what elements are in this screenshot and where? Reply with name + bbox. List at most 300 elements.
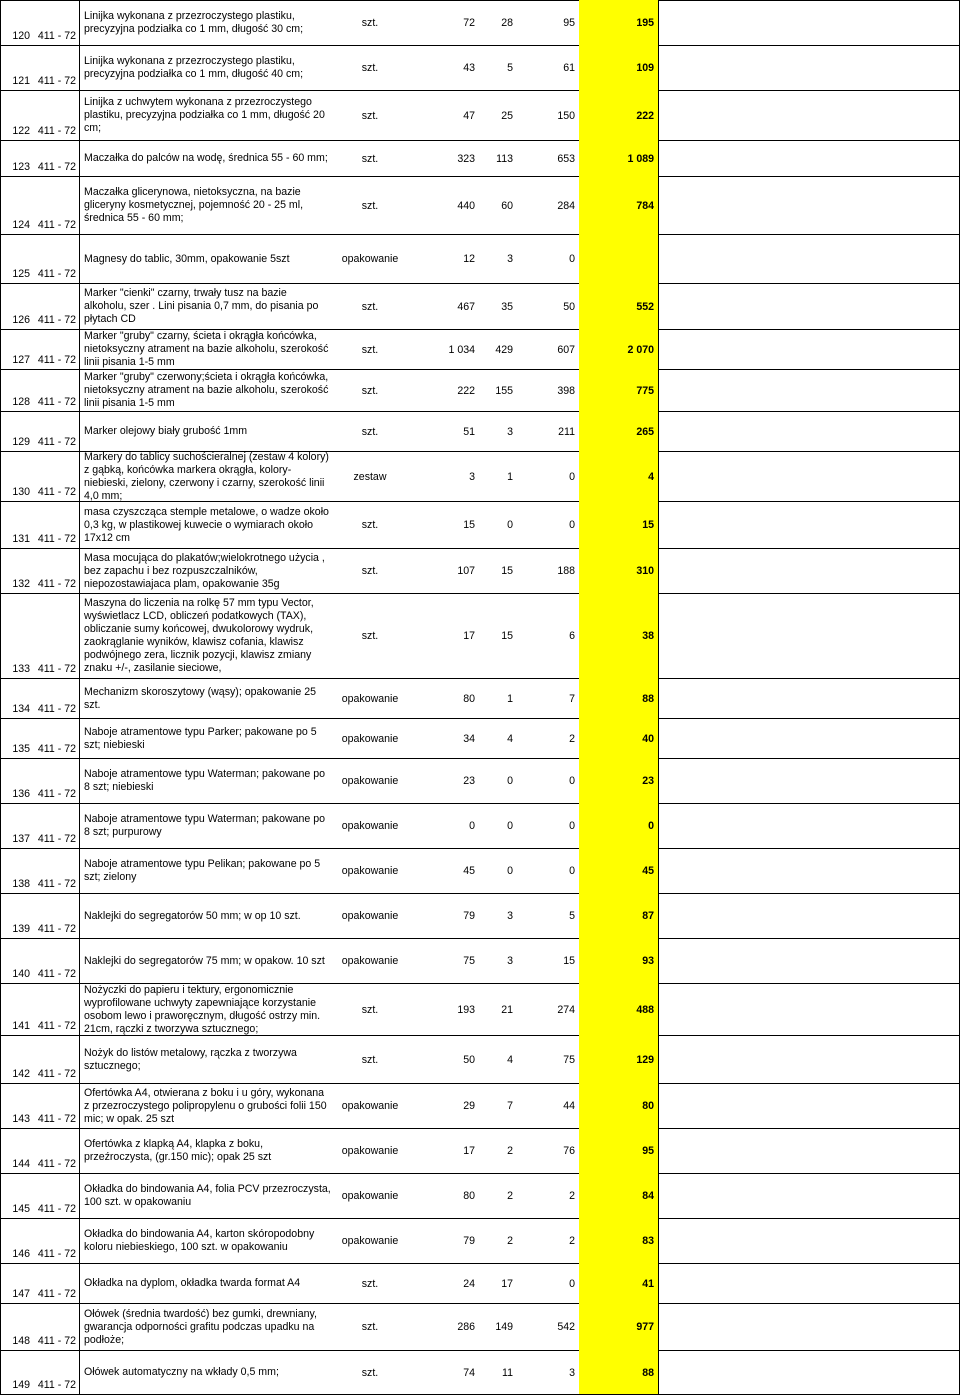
table-row (0, 1303, 960, 1350)
item-code (34, 679, 78, 718)
table-row (0, 678, 960, 718)
quantity-1 (410, 1174, 479, 1218)
item-description-text: Okładka do bindowania A4, folia PCV przezroczysta, 100 szt. w opakowaniu (84, 1183, 331, 1208)
item-description (84, 235, 332, 283)
total-quantity-text: 38 (642, 630, 654, 642)
item-description-text: Nożyczki do papieru i tektury, ergonomicznie wyprofilowane uchwyty zapewniające korzystanie osobom lewo i praworęcznym, długość ostrzy min. 21cm, rączki z tworzywa sztucznego; (84, 983, 321, 1035)
total-quantity-text: 41 (642, 1277, 654, 1290)
quantity-2-text: 3 (507, 425, 513, 438)
quantity-1 (410, 804, 479, 848)
row-number (0, 502, 34, 548)
quantity-2-text: 3 (507, 253, 513, 265)
total-quantity-text: 2 070 (627, 343, 654, 356)
row-number-text: 129 (12, 436, 30, 448)
quantity-1 (410, 412, 479, 451)
total-quantity-text: 784 (636, 199, 654, 212)
total-quantity (579, 719, 658, 758)
quantity-1-text: 17 (463, 630, 475, 642)
item-description (84, 177, 332, 234)
total-quantity-text: 552 (636, 300, 654, 313)
total-quantity (579, 46, 658, 90)
item-code (34, 849, 78, 893)
row-number-text: 145 (12, 1203, 30, 1215)
quantity-2 (479, 719, 517, 758)
quantity-2-text: 2 (507, 1190, 513, 1202)
table-row (0, 501, 960, 548)
total-quantity-text: 265 (636, 425, 654, 438)
total-quantity (579, 849, 658, 893)
row-number (0, 1036, 34, 1083)
unit-of-measure (330, 804, 410, 848)
row-number-text: 124 (12, 219, 30, 231)
row-number (0, 370, 34, 411)
item-code (34, 46, 78, 90)
unit-of-measure-text: opakowanie (341, 732, 399, 745)
item-description-text: Ofertówka z klapką A4, klapka z boku, przeźroczysta, (gr.150 mic); opak 25 szt (84, 1138, 272, 1163)
unit-of-measure-text: szt. (361, 343, 379, 356)
item-code-text: 411 - 72 (37, 743, 76, 755)
quantity-3 (517, 1129, 579, 1173)
quantity-2-text: 25 (501, 109, 513, 122)
quantity-2 (479, 1174, 517, 1218)
row-number (0, 177, 34, 234)
quantity-2-text: 1 (507, 692, 513, 705)
item-code-text: 411 - 72 (37, 125, 76, 137)
table-row (0, 803, 960, 848)
row-number-text: 139 (12, 923, 30, 935)
quantity-3 (517, 177, 579, 234)
row-number (0, 452, 34, 501)
item-description-text: Linijka z uchwytem wykonana z przezroczystego plastiku, precyzyjna podziałka co 1 mm, długość 20 cm; (84, 96, 325, 134)
row-number (0, 1, 34, 45)
table-row (0, 1218, 960, 1263)
item-code-text: 411 - 72 (37, 923, 76, 935)
unit-of-measure-text: szt. (361, 1366, 379, 1379)
quantity-1 (410, 370, 479, 411)
quantity-3 (517, 894, 579, 938)
item-code-text: 411 - 72 (37, 878, 76, 890)
item-code (34, 1, 78, 45)
quantity-2 (479, 549, 517, 593)
unit-of-measure (330, 1351, 410, 1394)
quantity-1 (410, 549, 479, 593)
quantity-2-text: 17 (501, 1277, 513, 1290)
item-code (34, 1129, 78, 1173)
quantity-3-text: 61 (563, 62, 575, 74)
quantity-1-text: 467 (457, 300, 475, 313)
total-quantity-text: 222 (636, 109, 654, 122)
unit-of-measure-text: opakowanie (341, 955, 399, 967)
quantity-1 (410, 849, 479, 893)
row-number-text: 141 (12, 1020, 30, 1032)
unit-of-measure (330, 502, 410, 548)
item-code (34, 1036, 78, 1083)
quantity-2 (479, 1351, 517, 1394)
row-number (0, 759, 34, 803)
item-code (34, 594, 78, 678)
item-description (84, 370, 332, 411)
table-row (0, 548, 960, 593)
quantity-1 (410, 1219, 479, 1263)
unit-of-measure (330, 984, 410, 1035)
item-description-text: Marker "cienki" czarny, trwały tusz na bazie alkoholu, szer . Lini pisania 0,7 mm, do pisania po płytach CD (84, 287, 319, 325)
row-number-text: 131 (12, 533, 30, 545)
row-number (0, 1084, 34, 1128)
unit-of-measure-text: szt. (361, 109, 379, 122)
quantity-2 (479, 894, 517, 938)
table-row (0, 176, 960, 234)
row-number-text: 121 (12, 75, 30, 87)
item-description-text: Ołówek automatyczny na wkłady 0,5 mm; (84, 1366, 279, 1378)
item-description (84, 549, 332, 593)
item-description (84, 719, 332, 758)
quantity-3-text: 2 (569, 1190, 575, 1202)
unit-of-measure-text: szt. (361, 152, 379, 165)
item-code-text: 411 - 72 (37, 968, 76, 980)
quantity-3 (517, 549, 579, 593)
item-code (34, 235, 78, 283)
quantity-3 (517, 412, 579, 451)
item-description (84, 91, 332, 140)
quantity-2-text: 5 (507, 62, 513, 74)
unit-of-measure (330, 91, 410, 140)
total-quantity (579, 1084, 658, 1128)
row-number (0, 91, 34, 140)
quantity-3-text: 0 (569, 470, 575, 483)
quantity-1-text: 51 (463, 425, 475, 438)
total-quantity-text: 109 (636, 62, 654, 74)
quantity-2-text: 35 (501, 300, 513, 313)
item-description (84, 330, 332, 369)
quantity-3-text: 274 (557, 1003, 575, 1016)
table-row (0, 1083, 960, 1128)
item-description (84, 1, 332, 45)
row-number-text: 125 (12, 268, 30, 280)
total-quantity (579, 1036, 658, 1083)
item-description-text: Okładka do bindowania A4, karton skóropodobny koloru niebieskiego, 100 szt. w opakowaniu (84, 1228, 315, 1253)
item-code-text: 411 - 72 (37, 1379, 76, 1391)
quantity-3 (517, 330, 579, 369)
quantity-1 (410, 894, 479, 938)
quantity-2-text: 60 (501, 199, 513, 212)
table-row (0, 893, 960, 938)
item-code-text: 411 - 72 (37, 268, 76, 280)
item-description-text: masa czyszcząca stemple metalowe, o wadze około 0,3 kg, w plastikowej kuwecie o wymiarach około 17x12 cm (84, 505, 329, 544)
total-quantity (579, 894, 658, 938)
quantity-1-text: 323 (457, 152, 475, 165)
item-code-text: 411 - 72 (37, 486, 76, 498)
item-description (84, 594, 332, 678)
item-code (34, 984, 78, 1035)
quantity-2-text: 429 (495, 343, 513, 356)
unit-of-measure-text: szt. (361, 425, 379, 438)
quantity-3 (517, 1084, 579, 1128)
item-code (34, 549, 78, 593)
quantity-3 (517, 370, 579, 411)
unit-of-measure-text: szt. (361, 62, 379, 74)
quantity-1-text: 50 (463, 1053, 475, 1066)
unit-of-measure-text: szt. (361, 300, 379, 313)
quantity-3-text: 284 (557, 199, 575, 212)
quantity-1 (410, 452, 479, 501)
item-description (84, 1264, 332, 1303)
quantity-1-text: 17 (463, 1145, 475, 1157)
row-number (0, 46, 34, 90)
item-description-text: Maczałka do palców na wodę, średnica 55 - 60 mm; (84, 152, 328, 164)
item-code (34, 284, 78, 329)
table-row (0, 451, 960, 501)
quantity-3 (517, 679, 579, 718)
quantity-2 (479, 1036, 517, 1083)
quantity-2 (479, 759, 517, 803)
table-row (0, 1035, 960, 1083)
unit-of-measure-text: szt. (361, 519, 379, 531)
total-quantity (579, 141, 658, 176)
quantity-2-text: 1 (507, 470, 513, 483)
item-description (84, 984, 332, 1035)
quantity-1-text: 80 (463, 692, 475, 705)
row-number-text: 126 (12, 314, 30, 326)
row-number-text: 133 (12, 663, 30, 675)
item-code-text: 411 - 72 (37, 1335, 76, 1347)
quantity-2 (479, 235, 517, 283)
item-code-text: 411 - 72 (37, 161, 76, 173)
table-row (0, 329, 960, 369)
unit-of-measure (330, 1084, 410, 1128)
total-quantity (579, 939, 658, 983)
table-row (0, 1128, 960, 1173)
quantity-1-text: 0 (469, 820, 475, 832)
quantity-1-text: 75 (463, 955, 475, 967)
quantity-2 (479, 370, 517, 411)
quantity-1 (410, 502, 479, 548)
quantity-2-text: 21 (501, 1003, 513, 1016)
total-quantity (579, 804, 658, 848)
unit-of-measure (330, 412, 410, 451)
quantity-1-text: 45 (463, 865, 475, 877)
total-quantity (579, 549, 658, 593)
table-row (0, 411, 960, 451)
quantity-2 (479, 502, 517, 548)
quantity-3 (517, 502, 579, 548)
total-divider (658, 0, 659, 1395)
row-number (0, 549, 34, 593)
unit-of-measure (330, 1174, 410, 1218)
item-code (34, 1351, 78, 1394)
quantity-2 (479, 1264, 517, 1303)
quantity-3 (517, 1304, 579, 1350)
row-number-text: 122 (12, 125, 30, 137)
quantity-1-text: 34 (463, 732, 475, 745)
item-description (84, 452, 332, 501)
quantity-3-text: 7 (569, 692, 575, 705)
row-number (0, 594, 34, 678)
total-quantity (579, 1174, 658, 1218)
unit-of-measure-text: szt. (361, 17, 379, 29)
quantity-2-text: 155 (495, 384, 513, 397)
unit-of-measure (330, 1219, 410, 1263)
item-description (84, 894, 332, 938)
quantity-1-text: 79 (463, 910, 475, 922)
quantity-3-text: 0 (569, 820, 575, 832)
item-description (84, 1219, 332, 1263)
item-code (34, 91, 78, 140)
quantity-2 (479, 679, 517, 718)
quantity-1-text: 193 (457, 1003, 475, 1016)
quantity-3 (517, 594, 579, 678)
row-number-text: 134 (12, 703, 30, 715)
total-quantity-text: 93 (642, 955, 654, 967)
unit-of-measure-text: szt. (361, 1321, 379, 1333)
quantity-1-text: 440 (457, 199, 475, 212)
unit-of-measure-text: szt. (361, 384, 379, 397)
quantity-1 (410, 1084, 479, 1128)
total-quantity-text: 775 (636, 384, 654, 397)
total-quantity (579, 594, 658, 678)
quantity-3-text: 0 (569, 253, 575, 265)
row-number-text: 135 (12, 743, 30, 755)
unit-of-measure-text: opakowanie (341, 820, 399, 832)
total-quantity-text: 88 (642, 692, 654, 705)
total-quantity-text: 310 (636, 565, 654, 577)
total-quantity (579, 91, 658, 140)
item-code (34, 1304, 78, 1350)
quantity-3-text: 607 (557, 343, 575, 356)
row-number-text: 147 (12, 1288, 30, 1300)
row-number-text: 146 (12, 1248, 30, 1260)
item-description-text: Markery do tablicy suchościeralnej (zestaw 4 kolory) z gąbką, końcówka markera okrągła, kolory- niebieski, zielony, czerwony i czarny, szerokość linii 4,0 mm; (84, 450, 329, 502)
quantity-2-text: 0 (507, 865, 513, 877)
quantity-2 (479, 330, 517, 369)
quantity-3-text: 76 (563, 1145, 575, 1157)
item-code-text: 411 - 72 (37, 219, 76, 231)
item-description-text: Magnesy do tablic, 30mm, opakowanie 5szt (84, 252, 290, 265)
quantity-1-text: 12 (463, 253, 475, 265)
quantity-3-text: 2 (569, 732, 575, 745)
item-code-text: 411 - 72 (37, 663, 76, 675)
unit-of-measure-text: opakowanie (341, 1145, 399, 1157)
unit-of-measure (330, 1304, 410, 1350)
unit-of-measure (330, 759, 410, 803)
total-quantity (579, 1219, 658, 1263)
row-number (0, 849, 34, 893)
quantity-3 (517, 235, 579, 283)
quantity-3-text: 398 (557, 384, 575, 397)
row-number-text: 148 (12, 1335, 30, 1347)
item-description (84, 141, 332, 176)
quantity-2-text: 2 (507, 1235, 513, 1247)
quantity-3-text: 44 (563, 1100, 575, 1112)
unit-of-measure-text: opakowanie (341, 253, 399, 265)
item-description-text: Maszyna do liczenia na rolkę 57 mm typu Vector, wyświetlacz LCD, obliczeń podatkowych (TAX), obliczanie sumy końcowej, dwukolorowy wydruk, zaokrąglanie wyników, klawisz cofania, klawisz podwójnego zera, licznik pozycji, klawisz zmiany znaku +/-, zasilanie sieciowe, (84, 597, 314, 674)
quantity-3-text: 5 (569, 910, 575, 922)
quantity-2-text: 2 (507, 1145, 513, 1157)
quantity-1-text: 15 (463, 519, 475, 531)
quantity-2-text: 4 (507, 1053, 513, 1066)
table-row (0, 369, 960, 411)
quantity-3 (517, 91, 579, 140)
total-quantity (579, 330, 658, 369)
item-description-text: Nożyk do listów metalowy, rączka z tworzywa sztucznego; (84, 1046, 297, 1072)
quantity-2-text: 4 (507, 732, 513, 745)
quantity-1-text: 47 (463, 109, 475, 122)
row-number-text: 123 (12, 161, 30, 173)
item-description (84, 759, 332, 803)
quantity-1 (410, 284, 479, 329)
quantity-1-text: 23 (463, 775, 475, 787)
quantity-1-text: 222 (457, 384, 475, 397)
quantity-3 (517, 804, 579, 848)
quantity-2 (479, 412, 517, 451)
item-code-text: 411 - 72 (37, 1158, 76, 1170)
item-description-text: Naklejki do segregatorów 50 mm; w op 10 szt. (84, 909, 301, 922)
quantity-2-text: 0 (507, 775, 513, 787)
quantity-2 (479, 1219, 517, 1263)
table-row (0, 718, 960, 758)
unit-of-measure-text: opakowanie (341, 865, 399, 877)
quantity-3-text: 3 (569, 1366, 575, 1379)
quantity-2 (479, 1304, 517, 1350)
quantity-3-text: 0 (569, 775, 575, 787)
total-quantity-text: 80 (642, 1100, 654, 1112)
table-row (0, 1263, 960, 1303)
item-code (34, 177, 78, 234)
row-number-text: 127 (12, 354, 30, 366)
item-description (84, 1304, 332, 1350)
item-description-text: Marker "gruby" czerwony;ścieta i okrągła końcówka, nietoksyczny atrament na bazie alkoholu, szerokość linii pisania 1-5 mm (84, 371, 329, 409)
item-description-text: Naklejki do segregatorów 75 mm; w opakow. 10 szt (84, 954, 325, 967)
item-code (34, 452, 78, 501)
item-code (34, 502, 78, 548)
quantity-2-text: 0 (507, 820, 513, 832)
item-description (84, 412, 332, 451)
unit-of-measure (330, 594, 410, 678)
quantity-3-text: 188 (557, 565, 575, 577)
quantity-2-text: 149 (495, 1321, 513, 1333)
quantity-2-text: 3 (507, 910, 513, 922)
item-description-text: Naboje atramentowe typu Waterman; pakowane po 8 szt; purpurowy (84, 813, 326, 838)
item-code (34, 141, 78, 176)
item-code-text: 411 - 72 (37, 30, 76, 42)
row-number (0, 1304, 34, 1350)
row-number (0, 330, 34, 369)
quantity-1 (410, 1036, 479, 1083)
quantity-1 (410, 984, 479, 1035)
quantity-2-text: 113 (496, 152, 513, 165)
quantity-3 (517, 141, 579, 176)
row-number (0, 679, 34, 718)
total-quantity-text: 88 (642, 1366, 654, 1379)
item-code-text: 411 - 72 (37, 314, 76, 326)
unit-of-measure (330, 1, 410, 45)
item-description-text: Linijka wykonana z przezroczystego plastiku, precyzyjna podziałka co 1 mm, długość 40 cm; (84, 55, 304, 80)
quantity-2 (479, 452, 517, 501)
table-row (0, 90, 960, 140)
total-quantity-text: 83 (642, 1235, 654, 1247)
total-quantity (579, 235, 658, 283)
total-quantity (579, 1, 658, 45)
quantity-1 (410, 759, 479, 803)
unit-of-measure (330, 1264, 410, 1303)
item-code-text: 411 - 72 (37, 1020, 76, 1032)
total-quantity (579, 412, 658, 451)
unit-of-measure (330, 284, 410, 329)
total-quantity (579, 984, 658, 1035)
quantity-3-text: 653 (557, 152, 575, 165)
quantity-2 (479, 1, 517, 45)
table-row (0, 593, 960, 678)
row-number-text: 132 (12, 578, 30, 590)
